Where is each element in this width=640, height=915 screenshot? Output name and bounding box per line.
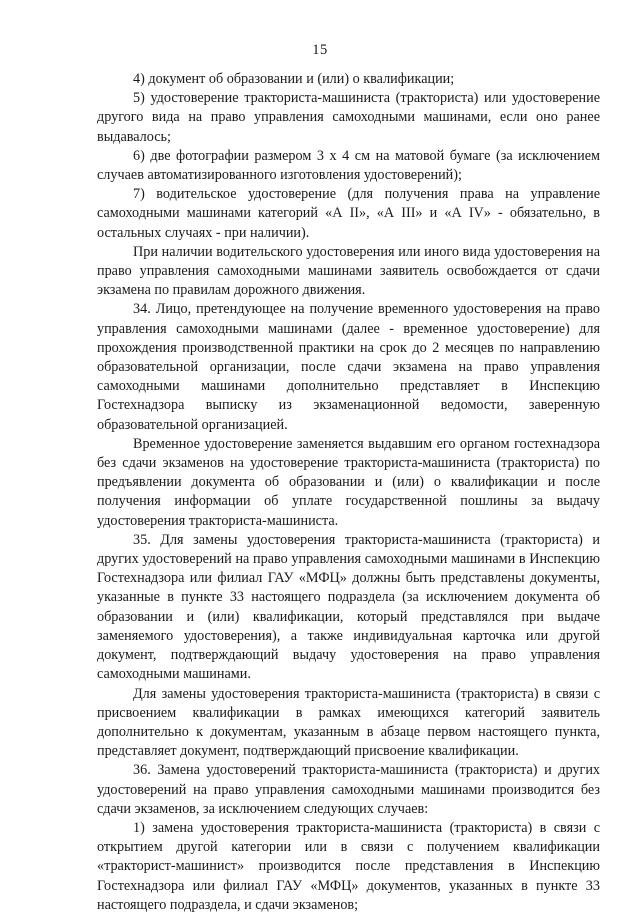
paragraph-qualification-replacement: Для замены удостоверения тракториста-машиниста (тракториста) в связи с присвоением квалификации в рамках имеющихся категорий заявитель дополнительно к документам, указанным в абзаце первом настоящего пункта, представляет документ, подтверждающий присвоение квалификации. bbox=[97, 685, 600, 760]
paragraph-exam-exemption: При наличии водительского удостоверения или иного вида удостоверения на право управления самоходными машинами заявитель освобождается от сдачи экзамена по правилам дорожного движения. bbox=[97, 243, 600, 299]
list-item-6-photos: 6) две фотографии размером 3 х 4 см на матовой бумаге (за исключением случаев автоматизированного изготовления удостоверений); bbox=[97, 147, 600, 184]
page-number: 15 bbox=[312, 42, 328, 58]
document-body bbox=[97, 70, 600, 915]
list-item-7-driver-license: 7) водительское удостоверение (для получения права на управление самоходными машинами категорий «А II», «А III» и «А IV» - обязательно, в остальных случаях - при наличии). bbox=[97, 186, 600, 241]
paragraph-35-license-replacement: 35. Для замены удостоверения тракториста-машиниста (тракториста) и других удостоверений на право управления самоходными машинами в Инспекцию Гостехнадзора или филиал ГАУ «МФЦ» должны быть представлены документы, указанные в пункте 33 настоящего подраздела (за исключением документа об образовании и (или) квалификации, который представлялся при выдаче заменяемого удостоверения), а также индивидуальная карточка или другой документ, подтверждающий выдачу удостоверения на право управления самоходными машинами. bbox=[97, 531, 600, 683]
paragraph-36-replacement-without-exams: 36. Замена удостоверений тракториста-машиниста (тракториста) и других удостоверений на право управления самоходными машинами производится без сдачи экзаменов, за исключением следующих случаев: bbox=[97, 762, 600, 817]
paragraph-34-temporary-license: 34. Лицо, претендующее на получение временного удостоверения на право управления самоходными машинами (далее - временное удостоверение) для прохождения производственной практики на срок до 2 месяцев по направлению образовательной организации, после сдачи экзамена на право управления самоходными машинами дополнительно представляет в Инспекцию Гостехнадзора выписку из экзаменационной ведомости, заверенную образовательной организацией. bbox=[97, 301, 600, 433]
list-item-5-license: 5) удостоверение тракториста-машиниста (тракториста) или удостоверение другого вида на право управления самоходными машинами, если оно ранее выдавалось; bbox=[97, 90, 600, 145]
list-item-4-education-document: 4) документ об образовании и (или) о квалификации; bbox=[133, 71, 455, 87]
list-item-1-category-replacement: 1) замена удостоверения тракториста-машиниста (тракториста) в связи с открытием другой категории или в связи с получением квалификации «тракторист-машинист» производится после представления в Инспекцию Гостехнадзора или филиал ГАУ «МФЦ» документов, указанных в пункте 33 настоящего подраздела, и сдачи экзаменов; bbox=[97, 819, 600, 913]
paragraph-temporary-replacement: Временное удостоверение заменяется выдавшим его органом гостехнадзора без сдачи экзаменов на удостоверение тракториста-машиниста (тракториста) по предъявлении документа об образовании и (или) о квалификации и после получения информации об уплате государственной пошлины за выдачу удостоверения тракториста-машиниста. bbox=[97, 435, 600, 529]
